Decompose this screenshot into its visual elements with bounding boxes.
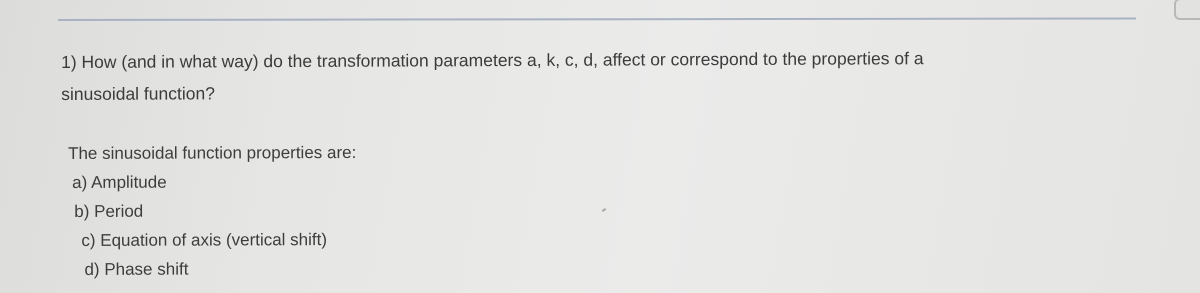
list-item: d) Phase shift — [84, 259, 189, 279]
properties-list — [68, 167, 357, 284]
question-text — [61, 41, 1161, 110]
page-edge-tab — [1174, 0, 1200, 20]
paper-speck — [602, 208, 606, 212]
question-line-1: 1) How (and in what way) do the transformation parameters a, k, c, d, affect or correspond to the properties of a — [61, 48, 924, 72]
top-divider — [58, 17, 1136, 21]
list-item: b) Period — [74, 201, 144, 221]
list-item: a) Amplitude — [72, 172, 167, 192]
properties-intro: The sinusoidal function properties are: — [68, 142, 357, 163]
properties-block — [68, 138, 357, 284]
question-line-2: sinusoidal function? — [61, 83, 215, 104]
list-item: c) Equation of axis (vertical shift) — [81, 230, 328, 250]
